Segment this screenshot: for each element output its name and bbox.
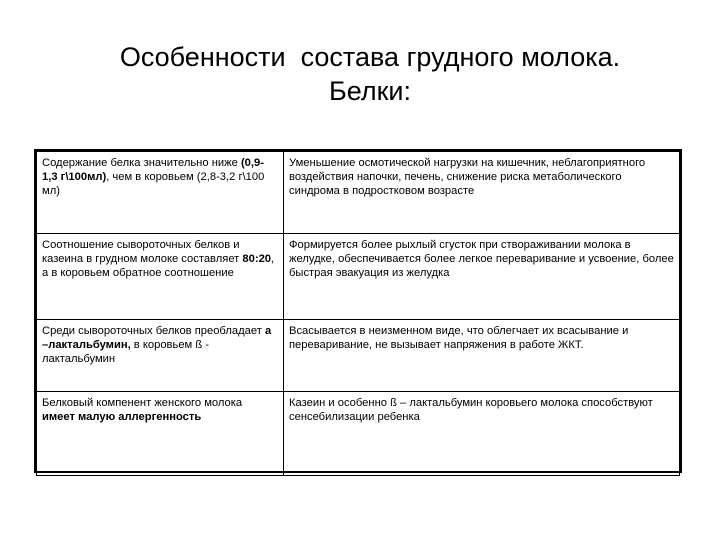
cell-text-fragment: Соотношение сывороточных белков и казеина в грудном молоке составляет [42, 239, 243, 266]
effect-cell: Формируется более рыхлый сгусток при створаживании молока в желудке, обеспечивается более легкое переваривание и усвоение, более быстрая эвакуация из желудка [284, 234, 680, 320]
cell-text-fragment: в коровьем ß - лактальбумин [42, 339, 210, 366]
slide-title [60, 40, 680, 108]
table-row [37, 234, 680, 320]
cell-text-bold: (0,9-1,3 г\100мл) [42, 157, 264, 184]
feature-cell [37, 320, 284, 392]
effect-cell: Всасывается в неизменном виде, что облегчает их всасывание и переваривание, не вызывает напряжения в работе ЖКТ. [284, 320, 680, 392]
table-row [37, 320, 680, 392]
effect-cell: Казеин и особенно ß – лактальбумин коровьего молока способствуют сенсебилизации ребенка [284, 392, 680, 476]
cell-text-bold: 80:20 [242, 253, 272, 266]
feature-cell [37, 234, 284, 320]
table-row [37, 152, 680, 234]
cell-text-bold: имеет малую аллергенность [42, 411, 202, 424]
slide-title-line-1: Особенности состава грудного молока. [119, 42, 621, 72]
cell-text-bold: а –лактальбумин, [42, 325, 272, 352]
feature-cell [37, 392, 284, 476]
protein-features-table [34, 149, 682, 473]
effect-cell: Уменьшение осмотической нагрузки на кишечник, неблагоприятного воздействия напочки, печень, снижение риска метаболического синдрома в подростковом возрасте [284, 152, 680, 234]
feature-cell [37, 152, 284, 234]
slide-title-line-2: Белки: [329, 76, 411, 106]
cell-text-fragment: , а в коровьем обратное соотношение [42, 253, 275, 280]
cell-text-fragment: Среди сывороточных белков преобладает [42, 325, 265, 337]
table-row [37, 392, 680, 476]
cell-text-fragment: Содержание белка значительно ниже [42, 157, 241, 169]
cell-text-fragment: Белковый компенент женского молока [42, 397, 243, 409]
cell-text-fragment: , чем в коровьем (2,8-3,2 г\100 мл) [42, 171, 265, 198]
